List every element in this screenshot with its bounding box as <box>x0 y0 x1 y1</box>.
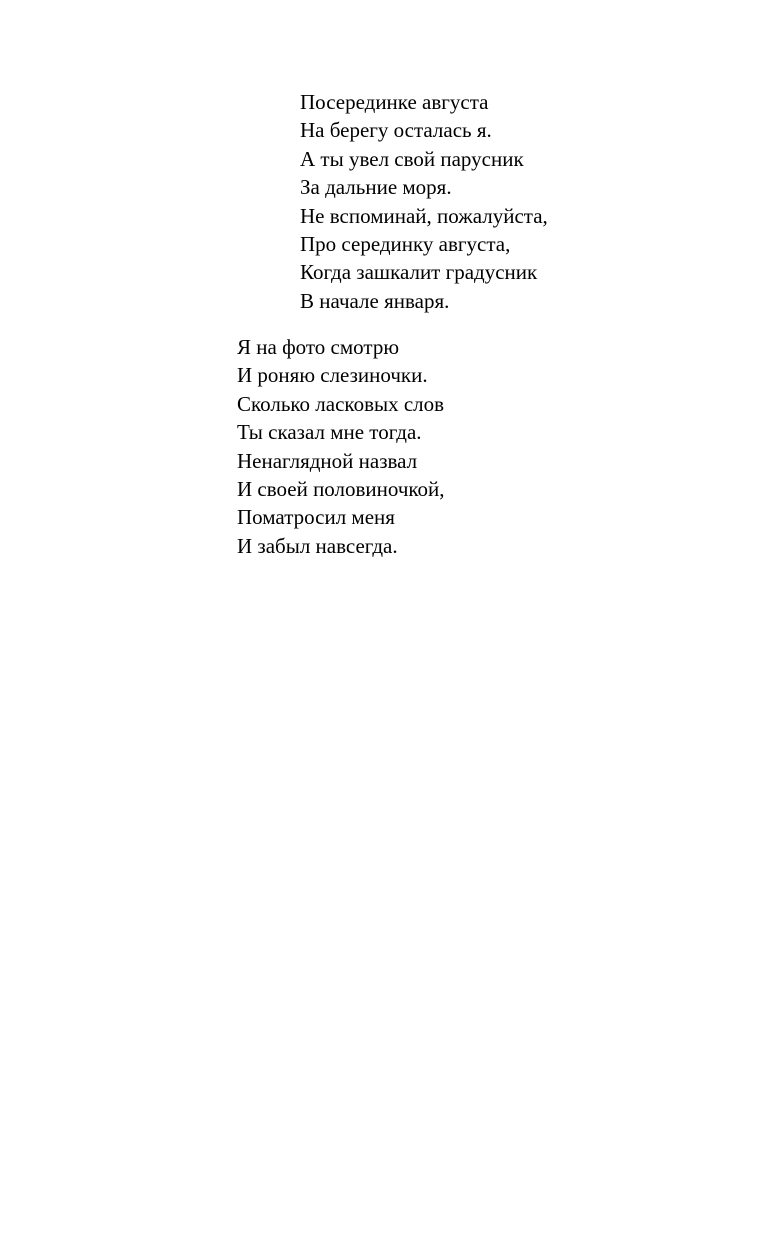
poem-line: Посерединке августа <box>300 90 489 114</box>
poem-line: Про серединку августа, <box>300 232 511 257</box>
poem-line: Когда зашкалит градусник <box>300 260 538 285</box>
poem-line: На берегу осталась я. <box>300 118 492 143</box>
poem-line: И роняю слезиночки. <box>237 363 428 388</box>
poem-line: Не вспоминай, пожалуйста, <box>300 203 548 228</box>
poem-line: Ты сказал мне тогда. <box>237 420 422 445</box>
poem-line: И забыл навсегда. <box>237 533 398 558</box>
poem-line: Я на фото смотрю <box>237 335 400 359</box>
poem-line: За дальние моря. <box>300 175 452 200</box>
poem-line: Ненаглядной назвал <box>237 448 418 473</box>
poem-line: И своей половиночкой, <box>237 477 445 502</box>
poem-stanza-2 <box>237 333 445 560</box>
poem-stanza-1 <box>300 88 548 315</box>
poem-line: Сколько ласковых слов <box>237 391 445 416</box>
poem-line: А ты увел свой парусник <box>300 146 524 171</box>
poem-line: Поматросил меня <box>237 505 395 530</box>
poem-line: В начале января. <box>300 288 450 313</box>
